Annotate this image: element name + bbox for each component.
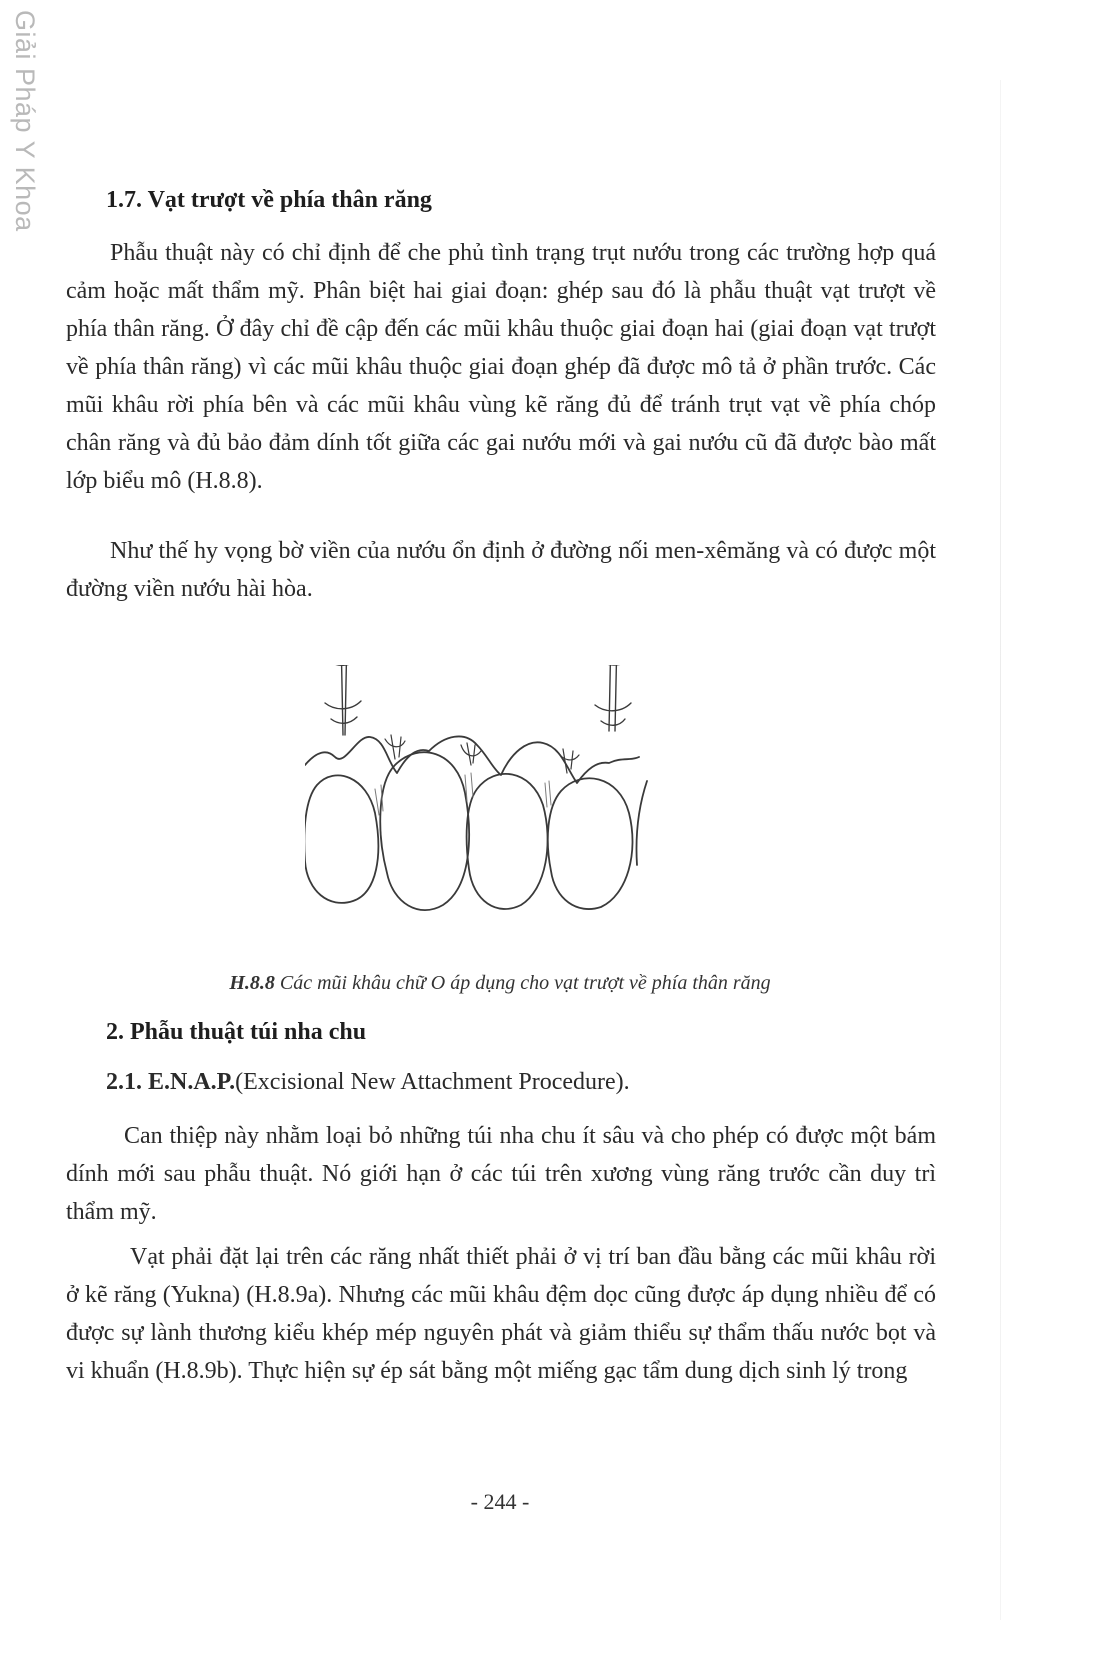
tooth-crown-5-partial: [636, 781, 647, 865]
section-1-7-heading: 1.7. Vạt trượt về phía thân răng: [106, 187, 432, 213]
figure-caption-text: Các mũi khâu chữ O áp dụng cho vạt trượt về phía thân răng: [274, 972, 771, 994]
tooth-crown-3: [467, 774, 548, 909]
section-1-7-paragraph-1-block: [66, 234, 936, 500]
section-2-1-paragraph-2: Vạt phải đặt lại trên các răng nhất thiết phải ở vị trí ban đầu bằng các mũi khâu rời ở kẽ răng (Yukna) (H.8.9a). Nhưng các mũi khâu đệm dọc cũng được áp dụng nhiều để có được sự lành thương kiểu khép mép nguyên phát và giảm thiểu sự thẩm thấu nước bọt và vi khuẩn (H.8.9b). Thực hiện sự ép sát bằng một miếng gạc tẩm dung dịch sinh lý trong: [66, 1244, 936, 1384]
scan-edge: [1000, 80, 1001, 1620]
section-1-7-heading-block: [66, 187, 936, 214]
section-2-heading: 2. Phẫu thuật túi nha chu: [106, 1019, 367, 1045]
section-1-7-paragraph-2-block: [66, 532, 936, 608]
section-1-7-paragraph-2: Như thế hy vọng bờ viền của nướu ổn định ở đường nối men-xêmăng và có được một đường viền nướu hài hòa.: [66, 538, 936, 602]
tooth-crown-1: [305, 775, 378, 903]
figure-caption: [0, 972, 1000, 995]
suture-left: [325, 665, 361, 735]
tooth-crown-2: [380, 752, 469, 910]
section-2-1-heading-rest: (Excisional New Attachment Procedure).: [235, 1069, 630, 1095]
section-1-7-paragraph-1: Phẫu thuật này có chỉ định để che phủ tình trạng trụt nướu trong các trường hợp quá cảm hoặc mất thẩm mỹ. Phân biệt hai giai đoạn: ghép sau đó là phẫu thuật vạt trượt về phía thân răng. Ở đây chỉ đề cập đến các mũi khâu thuộc giai đoạn hai (giai đoạn vạt trượt về phía thân răng) vì các mũi khâu thuộc giai đoạn ghép đã được mô tả ở phần trước. Các mũi khâu rời phía bên và các mũi khâu vùng kẽ răng đủ để tránh trụt vạt về phía chóp chân răng và đủ bảo đảm dính tốt giữa các gai nướu mới và gai nướu cũ đã được bào mất lớp biểu mô (H.8.8).: [66, 240, 936, 494]
page-number: - 244 -: [470, 1489, 530, 1514]
section-2-1-paragraph-2-block: [66, 1238, 936, 1390]
section-2-1-heading: [66, 1069, 936, 1096]
section-2-1-heading-bold: 2.1. E.N.A.P.: [106, 1069, 236, 1095]
figure-caption-label: H.8.8: [229, 972, 275, 994]
section-2-1-heading-block: [66, 1069, 936, 1096]
tooth-crown-4: [548, 778, 633, 909]
gingival-line: [305, 736, 639, 783]
watermark: Giải Pháp Y Khoa: [10, 10, 40, 232]
section-2-1-paragraph-1: Can thiệp này nhằm loại bỏ những túi nha chu ít sâu và cho phép có được một bám dính mới sau phẫu thuật. Nó giới hạn ở các túi trên xương vùng răng trước cần duy trì thẩm mỹ.: [66, 1123, 936, 1225]
suture-figure: [305, 665, 700, 950]
section-2-1-paragraph-1-block: [66, 1117, 936, 1231]
section-2-heading-block: [66, 1019, 936, 1046]
suture-right: [595, 665, 631, 731]
